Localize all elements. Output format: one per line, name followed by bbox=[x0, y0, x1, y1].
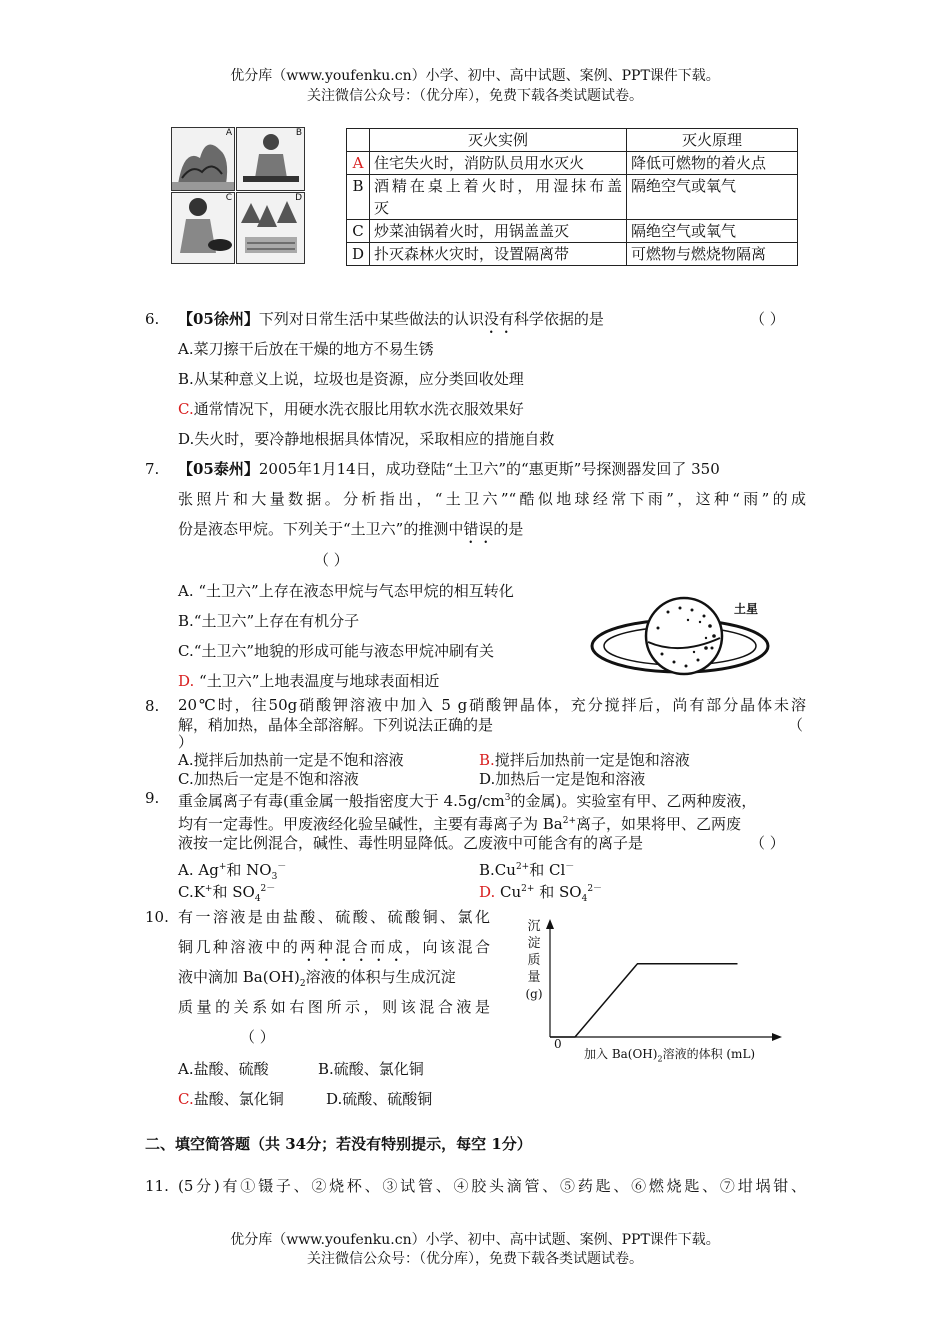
figure-label-a: A bbox=[225, 128, 232, 138]
opt-c-1: C.K bbox=[178, 883, 205, 901]
question-6-source: 【05徐州】 bbox=[178, 310, 259, 328]
opt-a-sup1: + bbox=[218, 862, 227, 872]
question-10-emphasis: 两种混合而成 bbox=[300, 938, 406, 956]
page-header-line1: 优分库（www.youfenku.cn）小学、初中、高中试题、案例、PPT课件下载。 bbox=[230, 68, 720, 84]
question-7-number: 7. bbox=[145, 460, 160, 478]
question-10-option-c bbox=[178, 1088, 284, 1110]
row-key: B bbox=[347, 175, 370, 220]
question-6-option-c-text: 通常情况下，用硬水洗衣服比用软水洗衣服效果好 bbox=[193, 400, 524, 418]
question-8-number: 8. bbox=[145, 697, 160, 715]
x-label-b: 溶液的体积 (mL) bbox=[662, 1047, 756, 1061]
figure-label-d: D bbox=[295, 193, 302, 203]
row-example-line2: 灭 bbox=[374, 199, 390, 217]
question-8-paren-open: （ bbox=[788, 716, 804, 734]
y-label-char: 质 bbox=[527, 953, 541, 968]
opt-b-2: 和 Cl bbox=[529, 861, 566, 879]
question-7-answer-blank: （ ） bbox=[314, 551, 349, 569]
opt-b-sup1: 2+ bbox=[515, 862, 530, 872]
question-9-line1-b: 的金属)。实验室有甲、乙两种废液， bbox=[510, 792, 757, 810]
question-6-option-c bbox=[178, 398, 524, 420]
page-footer-line2: 关注微信公众号：（优分库），免费下载各类试题试卷。 bbox=[307, 1251, 643, 1267]
question-7-line3-a: 份是液态甲烷。下列关于“土卫六”的推测中 bbox=[178, 520, 464, 538]
opt-a-2: 和 NO bbox=[226, 861, 272, 879]
question-8-option-c: C.加热后一定是不饱和溶液 bbox=[178, 770, 359, 788]
question-9-line2-sup: 2+ bbox=[562, 816, 577, 826]
question-7-option-b: B.“土卫六”上存在有机分子 bbox=[178, 612, 360, 630]
opt-a-1: A. Ag bbox=[178, 861, 219, 879]
question-7-line2: 张照片和大量数据。分析指出，“土卫六”“酷似地球经常下雨”，这种“雨”的成 bbox=[178, 490, 806, 508]
question-7-emphasis: 错误 bbox=[463, 520, 494, 538]
question-6-option-b: B.从某种意义上说，垃圾也是资源，应分类回收处理 bbox=[178, 370, 524, 388]
chart-origin-label: 0 bbox=[554, 1037, 562, 1051]
chart-x-label bbox=[584, 1045, 755, 1063]
question-10-line4: 质量的关系如右图所示，则该混合液是 bbox=[178, 998, 490, 1016]
question-9-line1 bbox=[178, 787, 756, 812]
table-row bbox=[347, 220, 798, 243]
opt-a-sup2: － bbox=[277, 862, 287, 872]
question-9-line3: 液按一定比例混合，碱性、毒性明显降低。乙废液中可能含有的离子是 bbox=[178, 834, 644, 852]
y-label-char: 淀 bbox=[527, 936, 541, 951]
precipitate-series-line bbox=[550, 964, 738, 1037]
question-11-line1: (5分)有①镊子、②烧杯、③试管、④胶头滴管、⑤药匙、⑥燃烧匙、⑦坩埚钳、 bbox=[178, 1177, 806, 1195]
question-10-line2 bbox=[178, 936, 490, 965]
question-10-line3-b: 溶液的体积与生成沉淀 bbox=[305, 968, 456, 986]
opt-d-sup1: 2+ bbox=[521, 884, 535, 894]
table-header-principle: 灭火原理 bbox=[627, 129, 798, 152]
question-8-paren-close: ） bbox=[178, 733, 194, 751]
question-6-number: 6. bbox=[145, 310, 160, 328]
question-10-line2-a: 铜几种溶液中的 bbox=[178, 938, 301, 956]
table-row bbox=[347, 175, 798, 220]
question-7-option-d-text: “土卫六”上地表温度与地球表面相近 bbox=[194, 672, 440, 690]
question-8-option-d: D.加热后一定是饱和溶液 bbox=[479, 770, 646, 788]
x-axis-arrow bbox=[772, 1033, 782, 1041]
question-6-stem-a: 下列对日常生活中某些做法的认识 bbox=[258, 310, 484, 328]
question-10-line2-b: ，向该混合 bbox=[405, 938, 490, 956]
question-6-option-a: A.菜刀擦干后放在干燥的地方不易生锈 bbox=[178, 340, 434, 358]
section-2-title: 二、填空简答题（共 34分；若没有特别提示，每空 1分） bbox=[145, 1135, 532, 1153]
page-footer-line1: 优分库（www.youfenku.cn）小学、初中、高中试题、案例、PPT课件下载。 bbox=[230, 1232, 720, 1248]
question-7-option-d bbox=[178, 670, 439, 692]
fire-extinguishing-table bbox=[346, 128, 798, 266]
question-8-option-b-text: 搅拌后加热前一定是饱和溶液 bbox=[494, 751, 690, 769]
fire-illustration-a bbox=[171, 127, 235, 191]
question-10-line3 bbox=[178, 966, 456, 995]
question-7-line1-text: 2005年1月14日，成功登陆“土卫六”的“惠更斯”号探测器发回了 350 bbox=[258, 460, 720, 478]
row-principle: 降低可燃物的着火点 bbox=[627, 152, 798, 175]
row-principle: 隔绝空气或氧气 bbox=[627, 220, 798, 243]
question-9-answer-blank: （ ） bbox=[750, 834, 785, 852]
opt-c-sub: 4 bbox=[254, 894, 261, 904]
opt-d-sub: 4 bbox=[581, 894, 588, 904]
page-header-line2: 关注微信公众号：（优分库），免费下载各类试题试卷。 bbox=[307, 88, 643, 104]
table-row bbox=[347, 243, 798, 266]
question-10-line3-sub: 2 bbox=[299, 979, 306, 989]
question-7-option-a: A. “土卫六”上存在液态甲烷与气态甲烷的相互转化 bbox=[178, 582, 514, 600]
question-10-option-d: D.硫酸、硫酸铜 bbox=[326, 1090, 433, 1108]
figure-label-b: B bbox=[295, 128, 302, 138]
fire-illustration-d bbox=[236, 192, 305, 264]
opt-d-key: D. bbox=[479, 883, 496, 901]
question-10-option-b: B.硫酸、氯化铜 bbox=[318, 1060, 424, 1078]
precipitate-chart bbox=[520, 915, 790, 1065]
table-row bbox=[347, 152, 798, 175]
question-6-answer-blank: （ ） bbox=[750, 310, 785, 328]
question-10-line3-a: 液中滴加 Ba(OH) bbox=[178, 968, 300, 986]
y-label-char: 量 bbox=[527, 970, 541, 985]
y-axis-arrow bbox=[546, 919, 554, 929]
opt-c-sup1: + bbox=[204, 884, 213, 894]
planet-label: 土星 bbox=[734, 602, 759, 616]
question-7-source: 【05泰州】 bbox=[178, 460, 259, 478]
question-7-option-d-key: D. bbox=[178, 672, 195, 690]
opt-d-sup2: 2－ bbox=[587, 884, 603, 894]
question-8-line2: 解，稍加热，晶体全部溶解。下列说法正确的是 bbox=[178, 716, 494, 734]
table-header-row bbox=[347, 129, 798, 152]
question-7-line1 bbox=[178, 458, 806, 480]
row-principle: 可燃物与燃烧物隔离 bbox=[627, 243, 798, 266]
question-6-option-d: D.失火时，要冷静地根据具体情况，采取相应的措施自救 bbox=[178, 430, 555, 448]
opt-c-sup2: 2－ bbox=[260, 884, 276, 894]
question-10-line1: 有一溶液是由盐酸、硫酸、硫酸铜、氯化 bbox=[178, 908, 490, 926]
figure-label-c: C bbox=[225, 193, 232, 203]
question-6-option-c-key: C. bbox=[178, 400, 194, 418]
question-8-option-b bbox=[479, 750, 690, 770]
row-example bbox=[370, 175, 627, 220]
fire-illustration-c bbox=[171, 192, 235, 264]
question-9-line1-sup: 3 bbox=[504, 793, 511, 803]
question-6-stem bbox=[178, 308, 604, 337]
fire-illustration-b bbox=[236, 127, 305, 191]
table-header-example: 灭火实例 bbox=[370, 129, 627, 152]
chart-plot bbox=[520, 915, 790, 1045]
question-10-option-a: A.盐酸、硫酸 bbox=[178, 1060, 269, 1078]
opt-c-2: 和 SO bbox=[212, 883, 255, 901]
question-6-emphasis: 没有 bbox=[483, 310, 514, 328]
x-label-sub: 2 bbox=[657, 1054, 663, 1064]
question-7-line3 bbox=[178, 518, 523, 547]
question-9-line2-b: 离子，如果将甲、乙两废 bbox=[576, 815, 742, 833]
row-key: C bbox=[347, 220, 370, 243]
question-7-line3-b: 的是 bbox=[493, 520, 524, 538]
row-example: 扑灭森林火灾时，设置隔离带 bbox=[370, 243, 627, 266]
y-label-char: 沉 bbox=[527, 919, 541, 934]
question-9-line1-a: 重金属离子有毒(重金属一般指密度大于 4.5g/cm bbox=[178, 792, 505, 810]
question-8-option-b-key: B. bbox=[479, 751, 495, 769]
row-example-line1: 酒精在桌上着火时，用湿抹布盖 bbox=[374, 177, 622, 195]
opt-b-sup2: － bbox=[565, 862, 575, 872]
opt-b-1: B.Cu bbox=[479, 861, 516, 879]
opt-d-1: Cu bbox=[495, 883, 522, 901]
question-10-option-c-text: 盐酸、氯化铜 bbox=[193, 1090, 284, 1108]
question-10-option-c-key: C. bbox=[178, 1090, 194, 1108]
question-8-option-a: A.搅拌后加热前一定是不饱和溶液 bbox=[178, 751, 404, 769]
x-label-a: 加入 Ba(OH) bbox=[584, 1047, 658, 1061]
question-9-option-d bbox=[479, 878, 602, 910]
question-7-option-c: C.“土卫六”地貌的形成可能与液态甲烷冲刷有关 bbox=[178, 642, 495, 660]
row-key: D bbox=[347, 243, 370, 266]
row-principle: 隔绝空气或氧气 bbox=[627, 175, 798, 220]
question-9-number: 9. bbox=[145, 789, 160, 807]
question-6-stem-b: 科学依据的是 bbox=[513, 310, 604, 328]
question-9-line2-a: 均有一定毒性。甲废液经化验呈碱性，主要有毒离子为 Ba bbox=[178, 815, 563, 833]
row-example: 住宅失火时，消防队员用水灭火 bbox=[370, 152, 627, 175]
y-label-char: (g) bbox=[525, 987, 543, 1001]
question-11-number: 11. bbox=[145, 1177, 169, 1195]
question-10-answer-blank: （ ） bbox=[240, 1028, 275, 1046]
question-8-line1: 20℃时，往50g硝酸钾溶液中加入 5 g硝酸钾晶体，充分搅拌后，尚有部分晶体未溶 bbox=[178, 696, 806, 714]
question-10-number: 10. bbox=[145, 908, 169, 926]
opt-d-2: 和 SO bbox=[534, 883, 582, 901]
opt-a-sub: 3 bbox=[271, 872, 278, 882]
row-key: A bbox=[347, 152, 370, 175]
row-example: 炒菜油锅着火时，用锅盖盖灭 bbox=[370, 220, 627, 243]
